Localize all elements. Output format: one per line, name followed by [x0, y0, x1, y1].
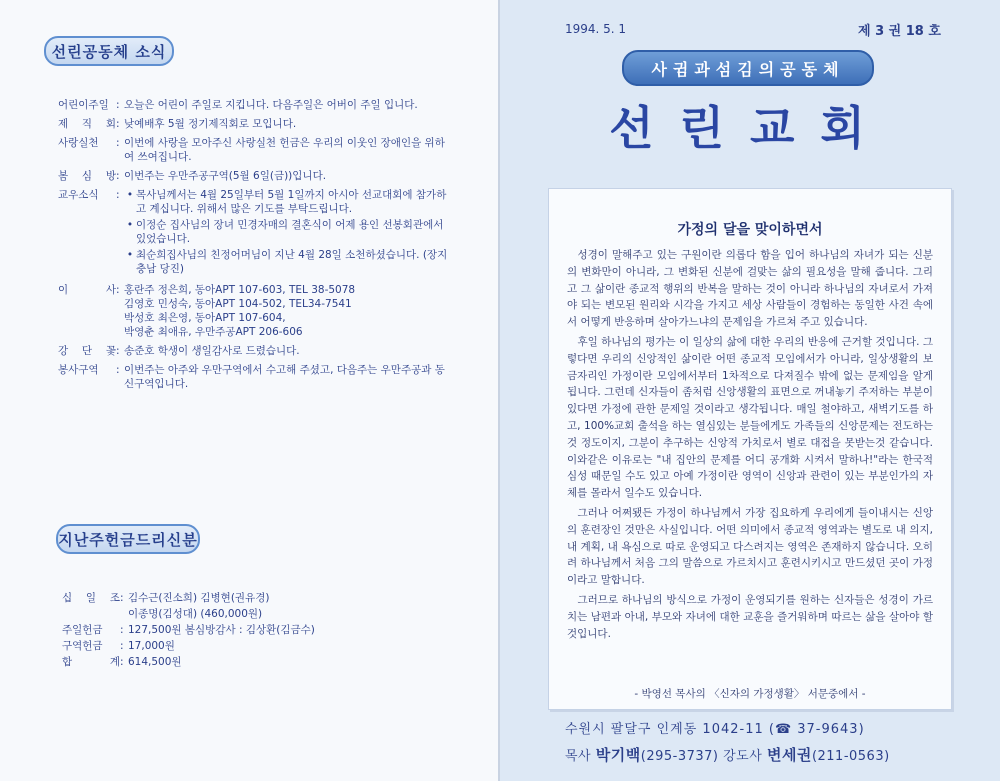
news-item: 사랑실천 : 이번에 사랑을 모아주신 사랑실천 헌금은 우리의 이웃인 장애인을 위하여 쓰여집니다. — [58, 136, 453, 164]
list-item: 박영춘 최애유, 우만주공APT 206-606 — [124, 326, 303, 338]
list-item: • 이정순 집사님의 장녀 민경자매의 결혼식이 어제 용인 선봉회관에서 있었습니다. — [124, 218, 453, 246]
article-paragraph: 후일 하나님의 평가는 이 일상의 삶에 대한 우리의 반응에 근거할 것입니다. 그렇다면 우리의 신앙적인 삶이란 어떤 종교적 모임에서가 아니라, 일상생활의 보금자리인 가정이란 모임에서부터 1차적으로 다져질수 밖에 없는 문제임을 알게 됩니다. 그런데 신자들이 좀처럼 신앙생활의 표면으로 꺼내놓기 주저하는 부분이 있다면 가정에 관한 문제일 것이라고 생각됩니다. 매일 철야하고, 새벽기도를 하고, 100%교회 출석을 하는 열심있는 분들에게도 가족들의 신앙문제는 전도하는 것 정도이지, 그분이 추구하는 신앙적 가치로서 별로 대접을 못받는것 같습니다. 이와같은 이유로는 "내 집안의 문제를 어디 공개화 시켜서 말하나!"라는 한국적 심성 때문일 수도 있고 아예 가정이란 영역이 신앙과 관련이 있는 부분인가의 자체를 몰라서 일수도 있습니다. — [567, 335, 933, 500]
offering-label — [62, 606, 120, 622]
list-item: 십 일 조 : 김수근(진소희) 김병현(권유경) — [62, 590, 462, 606]
pastor-label: 목사 — [565, 749, 592, 764]
news-label: 봉사구역 — [58, 364, 99, 376]
offering-label: 합 계 — [62, 656, 120, 668]
offering-label: 십 일 조 — [62, 592, 120, 604]
news-text: 오늘은 어린이 주일로 지킵니다. 다음주일은 어버이 주일 입니다. — [124, 99, 418, 111]
pastor-name: 박기백 — [595, 746, 641, 764]
list-item: • 최순희집사님의 친정어머님이 지난 4월 28일 소천하셨습니다. (장지 충남 당진) — [124, 248, 453, 276]
evangelist-label: 강도사 — [723, 749, 763, 764]
pastor-phone: (295-3737) — [640, 749, 719, 764]
offering-text: 이종명(김성대) (460,000원) — [128, 608, 263, 620]
news-label: 봄 심 방 — [58, 170, 116, 182]
bullet-text: 이정순 집사님의 장녀 민경자매의 결혼식이 어제 용인 선봉회관에서 있었습니다. — [136, 219, 444, 245]
issue-volume: 제 3 권 18 호 — [858, 24, 941, 39]
church-name: 선린교회 — [609, 101, 891, 155]
list-item: 구역헌금 : 17,000원 — [62, 638, 462, 654]
news-item: 봉사구역 : 이번주는 아주와 우만구역에서 수고해 주셨고, 다음주는 우만주공과 동신구역입니다. — [58, 363, 453, 391]
offering-heading: 지난주헌금드리신분 — [56, 524, 200, 554]
list-item: 주일헌금 : 127,500원 봄심방감사 : 김상환(김금수) — [62, 622, 462, 638]
article-box — [548, 188, 952, 710]
list-item: 합 계 : 614,500원 — [62, 654, 462, 670]
news-text: 이번에 사랑을 모아주신 사랑실천 헌금은 우리의 이웃인 장애인을 위하여 쓰여집니다. — [124, 137, 445, 163]
issue-date: 1994. 5. 1 — [565, 22, 627, 36]
church-news — [58, 98, 453, 396]
offering-label: 주일헌금 — [62, 624, 103, 636]
offering-label: 구역헌금 — [62, 640, 103, 652]
news-label: 사랑실천 — [58, 137, 99, 149]
news-label: 교우소식 — [58, 189, 99, 201]
news-label: 강 단 꽃 — [58, 345, 116, 357]
news-item: 강 단 꽃 : 송준호 학생이 생일감사로 드렸습니다. — [58, 344, 453, 358]
article-paragraph: 그러나 어쩌됐든 가정이 하나님께서 가장 집요하게 우리에게 들이내시는 신앙의 훈련장인 것만은 사실입니다. 어떤 의미에서 종교적 영역과는 별도로 내 의지, 내 계획, 내 욕심으로 따로 운영되고 다스려지는 영역은 존재하지 않습니다. 오히려 하나님께서 처음 그의 말씀으로 가르치시고 훈련시키시고 만드셨던 곳이 가정이라고 말합니다. — [567, 506, 933, 587]
news-label: 이 사 — [58, 284, 116, 296]
newcomers: 이 사 : 홍란주 정은희, 동아APT 107-603, TEL 38-5078 김영호 민성숙, 동아APT 104-502, TEL34-7541 박성호 최은영, 동아APT 107-604, 박영춘 최애유, 우만주공APT 206-606 — [58, 283, 453, 339]
offering-text: 17,000원 — [128, 640, 175, 652]
news-label: 어린이주일 — [58, 99, 109, 111]
offering-text: 김수근(진소희) 김병현(권유경) — [128, 592, 270, 604]
evangelist-name: 변세권 — [766, 746, 812, 764]
news-item: 봄 심 방 : 이번주는 우만주공구역(5월 6일(금))입니다. — [58, 169, 453, 183]
church-address: 수원시 팔달구 인계동 1042-11 (☎ 37-9643) — [565, 722, 865, 737]
article-body — [567, 247, 933, 645]
news-text: 낮예배후 5월 정기제직회로 모입니다. — [124, 118, 297, 130]
news-text: 이번주는 우만주공구역(5월 6일(금))입니다. — [124, 170, 327, 182]
article-paragraph: 성경이 말해주고 있는 구원이란 의롭다 함을 입어 하나님의 자녀가 되는 신분의 변화만이 아니라, 그 변화된 신분에 걸맞는 삶의 필요성을 말해 줍니다. 그리고 그 삶이란 종교적 행위의 반복을 말하는 것이 아니라 하나님의 자녀로서 가져야 되는 변모된 원리와 시각을 가지고 세상 사람들이 경험하는 동일한 사건 속에서 어떻게 반응하며 살아가느냐의 문제임을 가르쳐 주고 있습니다. — [567, 249, 933, 329]
offering-text: 614,500원 — [128, 656, 182, 668]
bullet-text: 최순희집사님의 친정어머님이 지난 4월 28일 소천하셨습니다. (장지 충남 당진) — [136, 249, 448, 275]
list-item — [62, 606, 462, 622]
list-item: 김영호 민성숙, 동아APT 104-502, TEL34-7541 — [124, 298, 352, 310]
list-item: 홍란주 정은희, 동아APT 107-603, TEL 38-5078 — [124, 284, 356, 296]
offering-text: 127,500원 봄심방감사 : 김상환(김금수) — [128, 624, 315, 636]
news-item: 어린이주일 : 오늘은 어린이 주일로 지킵니다. 다음주일은 어버이 주일 입니다. — [58, 98, 453, 112]
left-page — [0, 0, 498, 781]
article-paragraph: 그러므로 하나님의 방식으로 가정이 운영되기를 원하는 신자들은 성경이 가르치는 남편과 아내, 부모와 자녀에 대한 교훈을 즐거워하며 따르는 삶을 살아야 할 것입니다. — [567, 593, 933, 640]
pastor-news: 교우소식 : • 목사님께서는 4월 25일부터 5월 1일까지 아시아 선교대회에 참가하고 계십니다. 위해서 많은 기도를 부탁드립니다. • 이정순 집사님의 장녀 민경자매의 결혼식이 어제 용인 선봉회관에서 있었습니다. • 최순희집사님의 친정어머님이 지난 4월 28일 소천하셨습니다. (장지 충남 당진) — [58, 188, 453, 278]
news-text: 이번주는 아주와 우만구역에서 수고해 주셨고, 다음주는 우만주공과 동신구역입니다. — [124, 364, 445, 390]
pastor-info — [565, 744, 890, 765]
evangelist-phone: (211-0563) — [811, 749, 890, 764]
article-source: - 박영선 목사의 〈신자의 가정생활〉 서문중에서 - — [634, 688, 866, 700]
offering-list — [62, 590, 462, 670]
news-heading: 선린공동체 소식 — [44, 36, 174, 66]
article-title: 가정의 달을 맞이하면서 — [677, 222, 823, 238]
motto-banner: 사귐과섬김의공동체 — [622, 50, 874, 86]
list-item: 박성호 최은영, 동아APT 107-604, — [124, 312, 286, 324]
news-label: 제 직 회 — [58, 118, 116, 130]
list-item: • 목사님께서는 4월 25일부터 5월 1일까지 아시아 선교대회에 참가하고 계십니다. 위해서 많은 기도를 부탁드립니다. — [124, 188, 453, 216]
news-item: 제 직 회 : 낮예배후 5월 정기제직회로 모입니다. — [58, 117, 453, 131]
bullet-text: 목사님께서는 4월 25일부터 5월 1일까지 아시아 선교대회에 참가하고 계십니다. 위해서 많은 기도를 부탁드립니다. — [136, 189, 447, 215]
news-text: 송준호 학생이 생일감사로 드렸습니다. — [124, 345, 300, 357]
